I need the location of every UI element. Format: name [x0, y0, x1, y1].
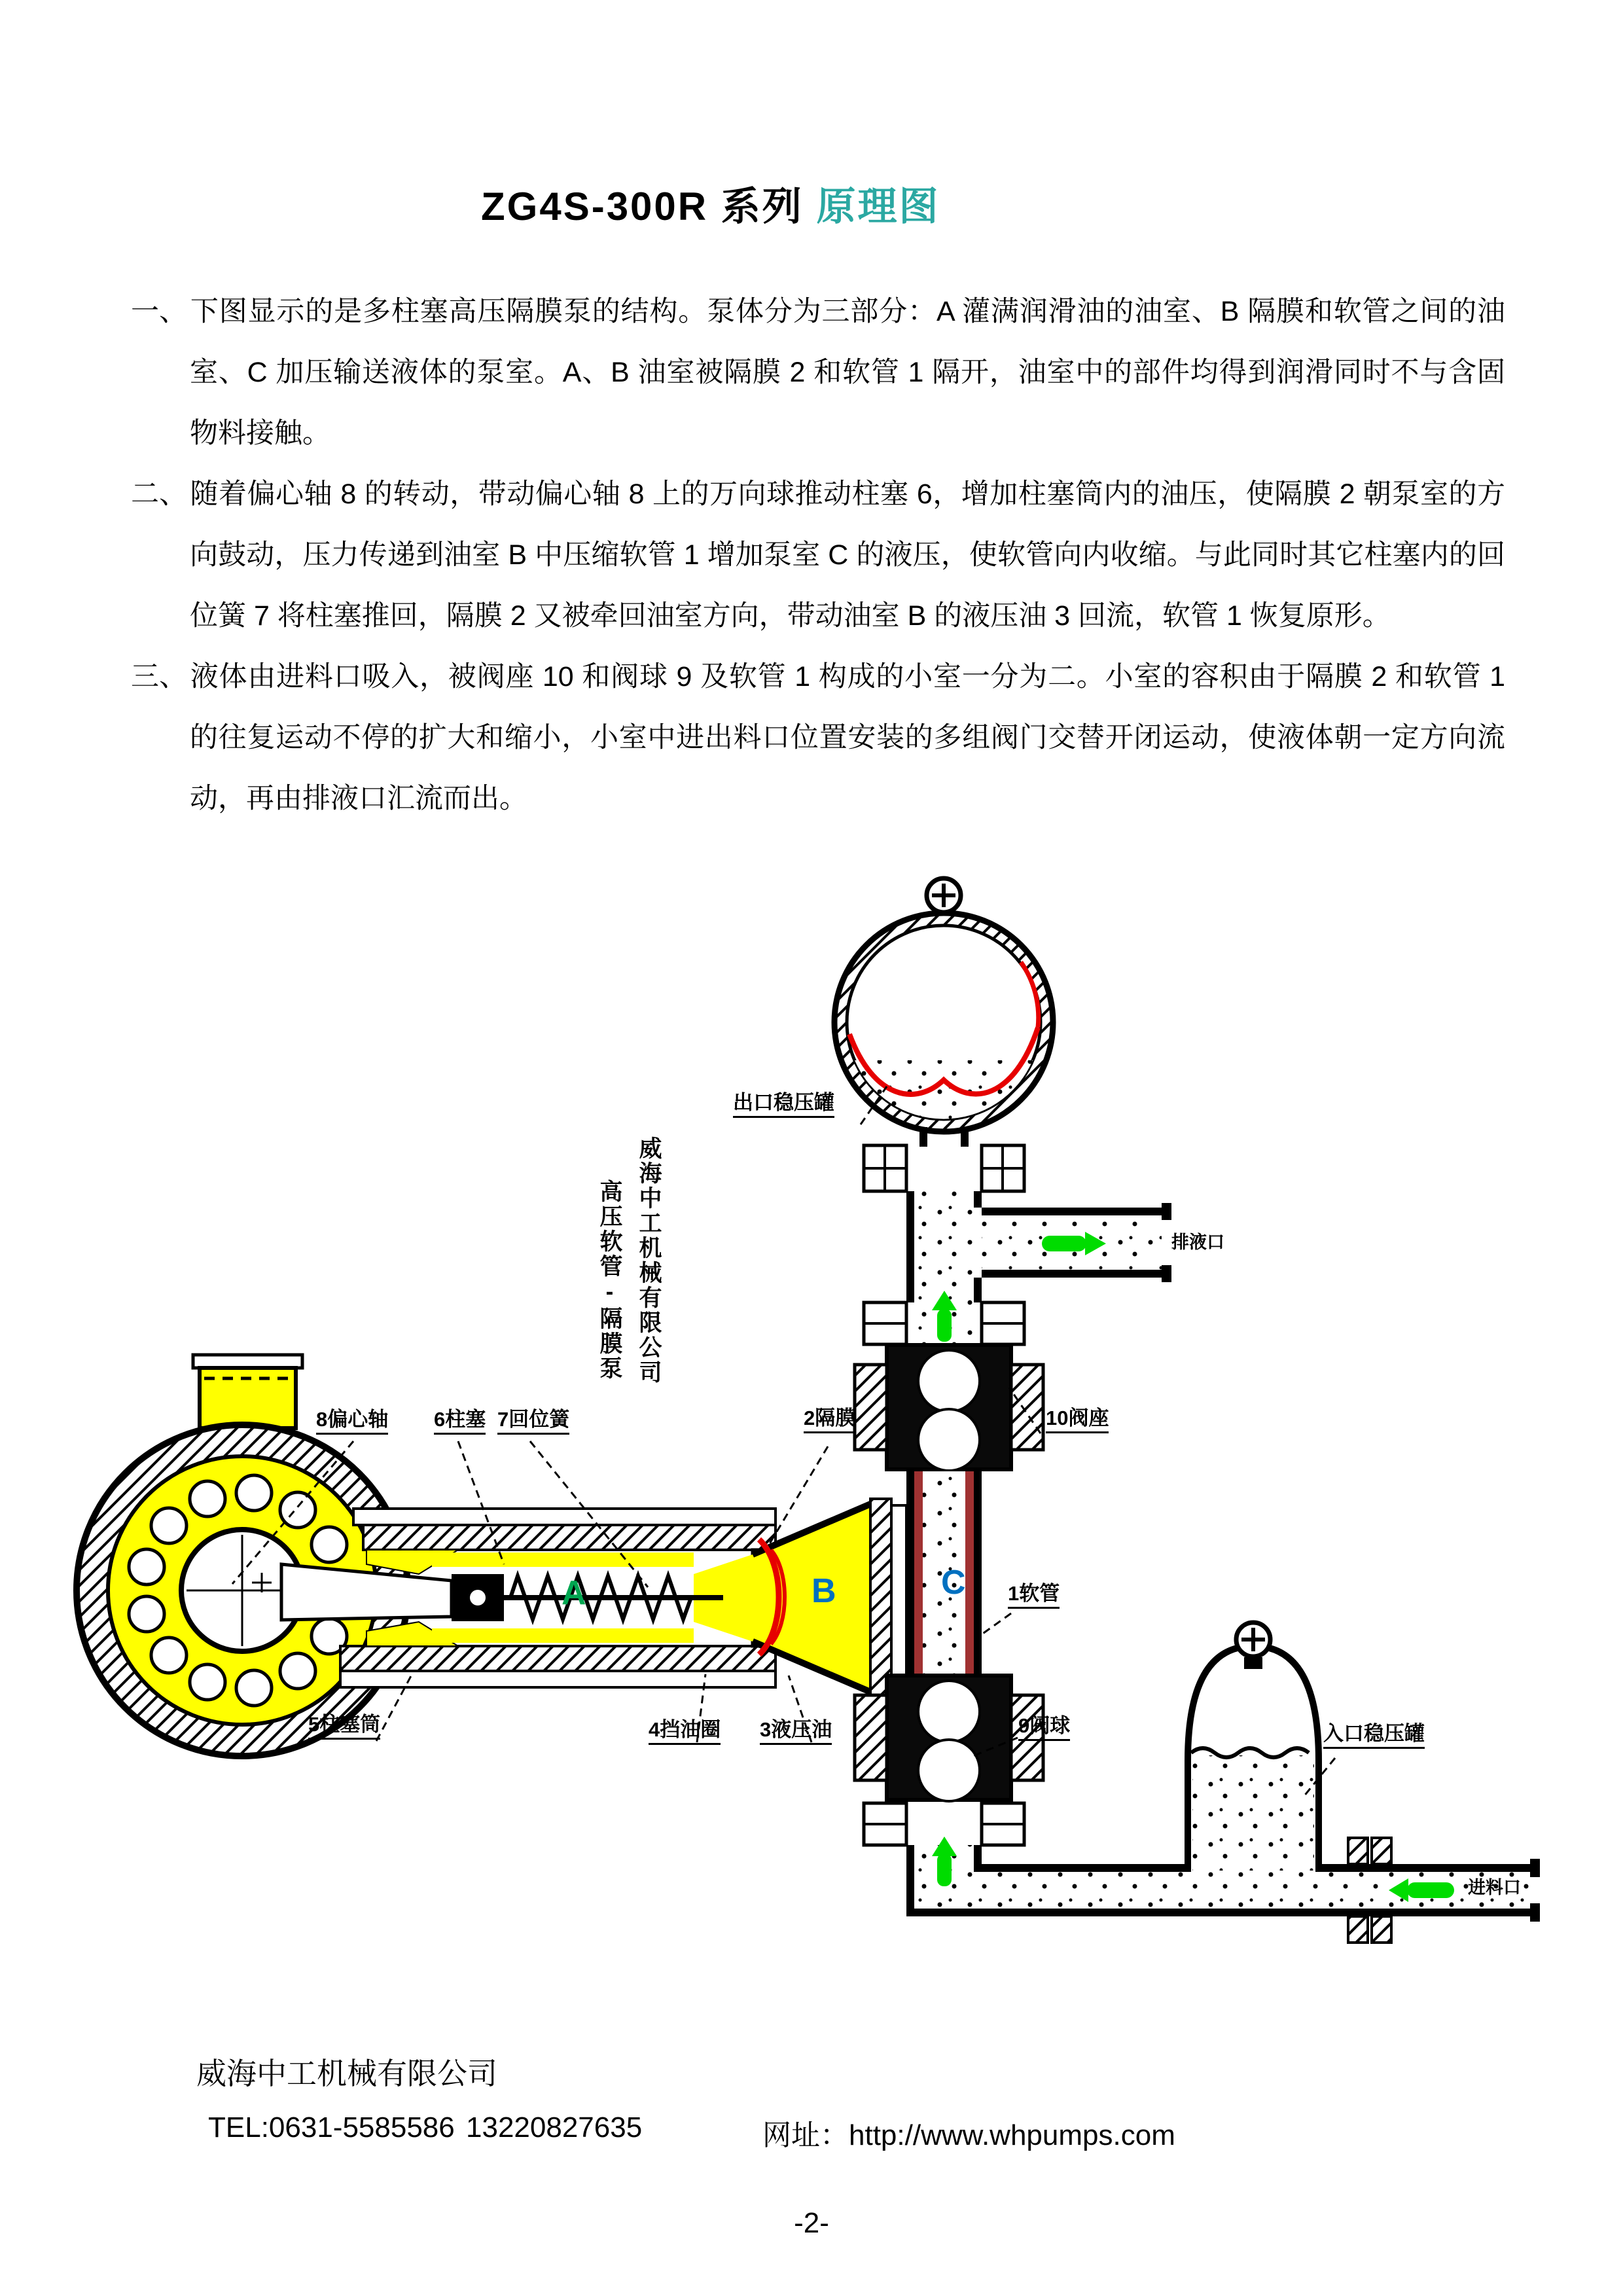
label-part7-return-spring: 7回位簧 [497, 1408, 569, 1435]
title-main: ZG4S-300R 系列 [481, 185, 817, 228]
label-part5-plunger-barrel: 5柱塞筒 [308, 1713, 380, 1740]
label-inlet-port: 进料口 [1468, 1878, 1521, 1897]
label-part8-eccentric-shaft: 8偏心轴 [316, 1408, 388, 1435]
chamber-letter-c: C [941, 1564, 966, 1602]
footer-phone-2: 13220827635 [466, 2111, 643, 2144]
label-part2-diaphragm: 2隔膜 [804, 1407, 855, 1433]
label-part4-oil-seal: 4挡油圈 [649, 1719, 721, 1745]
diagram-brand-vertical: 威海中工机械有限公司 [636, 1136, 662, 1385]
chamber-letter-a: A [562, 1574, 586, 1612]
paragraph-1-text: 下图显示的是多柱塞高压隔膜泵的结构。泵体分为三部分：A 灌满润滑油的油室、B 隔膜和软管之间的油室、C 加压输送液体的泵室。A、B 油室被隔膜 2 和软管 1 隔开，油室中的部件均得到润滑同时不与含固物料接触。 [190, 296, 1505, 449]
diagram-product-vertical: 高压软管-隔膜泵 [597, 1179, 622, 1381]
footer-company: 威海中工机械有限公司 [196, 2056, 497, 2090]
pump-body-group [77, 1355, 906, 1756]
chamber-letter-b: B [812, 1572, 836, 1610]
outlet-accumulator-group [834, 878, 1053, 1191]
label-part6-plunger: 6柱塞 [434, 1408, 486, 1435]
paragraph-1-marker: 一、 [131, 296, 187, 327]
label-inlet-tank: 入口稳压罐 [1323, 1723, 1425, 1749]
title-accent: 原理图 [816, 185, 940, 228]
paragraph-3-text: 液体由进料口吸入，被阀座 10 和阀球 9 及软管 1 构成的小室一分为二。小室的容积由于隔膜 2 和软管 1 的往复运动不停的扩大和缩小，小室中进出料口位置安装的多组阀门交替开闭运动，使液体朝一定方向流动，再由排液口汇流而出。 [190, 661, 1505, 814]
paragraph-3-marker: 三、 [131, 661, 187, 692]
page-number: -2- [794, 2207, 829, 2239]
label-outlet-tank: 出口稳压罐 [733, 1092, 834, 1118]
label-part1-hose: 1软管 [1008, 1583, 1060, 1609]
label-part9-valve-ball: 9阀球 [1018, 1715, 1070, 1741]
footer-phone: TEL:0631-5585586 [208, 2111, 455, 2144]
paragraph-2-text: 随着偏心轴 8 的转动，带动偏心轴 8 上的万向球推动柱塞 6，增加柱塞筒内的油压，使隔膜 2 朝泵室的方向鼓动，压力传递到油室 B 中压缩软管 1 增加泵室 C 的液压，使软管向内收缩。与此同时其它柱塞内的回位簧 7 将柱塞推回，隔膜 2 又被牵回油室方向，带动油室 B 的液压油 3 回流，软管 1 恢复原形。 [190, 478, 1505, 632]
leader-lines [232, 1086, 1335, 1797]
paragraph-2-marker: 二、 [131, 478, 187, 510]
label-discharge-port: 排液口 [1171, 1232, 1224, 1252]
footer-website: 网址：http://www.whpumps.com [762, 2119, 1175, 2151]
label-part3-hydraulic-oil: 3液压油 [760, 1719, 832, 1745]
label-part10-valve-seat: 10阀座 [1046, 1407, 1109, 1433]
